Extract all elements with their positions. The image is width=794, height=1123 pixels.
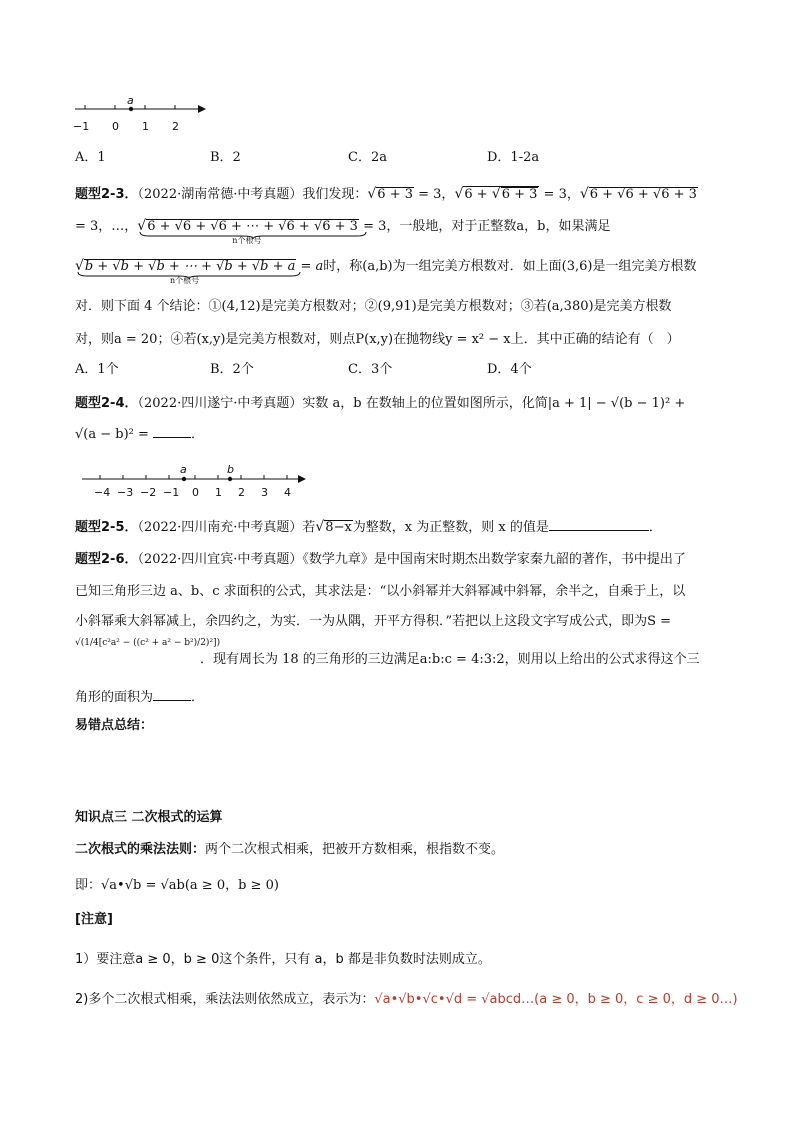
number-line-q24 <box>80 462 310 502</box>
svg-text:a: a <box>180 463 187 476</box>
q25-line: 题型2-5．（2022·四川南充·中考真题）若√8−x为整数，x 为正整数，则 x 的值是 ． <box>75 519 662 535</box>
rule-formula: 即：√a•√b = √ab(a ≥ 0，b ≥ 0) <box>75 878 279 893</box>
underbrace-label: n个根号 <box>170 276 200 285</box>
svg-text:b: b <box>227 463 234 476</box>
note-1: 1）要注意a ≥ 0，b ≥ 0这个条件，只有 a，b 都是非负数时法则成立。 <box>75 952 491 967</box>
option-c[interactable]: C．2a <box>348 150 387 165</box>
underbrace-label: n个根号 <box>232 236 262 245</box>
option-a[interactable]: A．1个 <box>75 362 119 377</box>
q24-line2: √(a − b)² = ． <box>75 427 205 442</box>
number-line-top <box>70 92 210 138</box>
answer-blank[interactable] <box>153 688 191 701</box>
svg-text:−4: −4 <box>94 486 111 499</box>
rule-line: 二次根式的乘法法则：两个二次根式相乘，把被开方数相乘，根指数不变。 <box>75 842 505 857</box>
svg-text:4: 4 <box>284 486 291 499</box>
question-tag: 题型2-4． <box>75 396 138 411</box>
svg-text:3: 3 <box>261 486 268 499</box>
q23-line1: 题型2-3．（2022·湖南常德·中考真题）我们发现：√6 + 3 = 3，√6 + √6 + 3 = 3，√6 + √6 + √6 + 3 <box>75 186 697 202</box>
q23-line5: 对，则a = 20；④若(x,y)是完美方根数对，则点P(x,y)在抛物线y = x² − x上．其中正确的结论有（ ） <box>75 332 680 347</box>
tick-label: 2 <box>172 120 179 133</box>
option-d[interactable]: D．4个 <box>487 362 532 377</box>
point-b <box>228 477 232 481</box>
q23-line2: = 3，…，√6 + √6 + √6 + ⋯ + √6 + √6 + 3 n个根号 = 3，一般地，对于正整数a，b，如果满足 <box>75 218 610 235</box>
label-a: a <box>127 94 134 107</box>
option-b[interactable]: B．2个 <box>210 362 254 377</box>
q23-line3: √b + √b + √b + ⋯ + √b + √b + a n个根号 = a时，称(a,b)为一组完美方根数对．如上面(3,6)是一组完美方根数 <box>75 258 696 275</box>
svg-text:0: 0 <box>192 486 199 499</box>
answer-blank[interactable] <box>549 518 649 531</box>
tick-label: 0 <box>112 120 119 133</box>
heron-formula: √(1/4[c²a² − ((c² + a² − b²)/2)²]) <box>75 638 221 648</box>
question-source: （2022·四川遂宁·中考真题） <box>137 396 303 411</box>
tick-label: 1 <box>142 120 149 133</box>
note-heading: [注意] <box>75 912 113 927</box>
q23-line4: 对．则下面 4 个结论：①(4,12)是完美方根数对；②(9,91)是完美方根数对；③若(a,380)是完美方根数 <box>75 299 672 314</box>
note-2: 2)多个二次根式相乘，乘法法则依然成立，表示为：√a•√b•√c•√d = √abcd…(a ≥ 0，b ≥ 0，c ≥ 0，d ≥ 0…) <box>75 992 738 1007</box>
question-tag: 题型2-5． <box>75 520 138 535</box>
multi-radical-formula: √a•√b•√c•√d = √abcd…(a ≥ 0，b ≥ 0，c ≥ 0，d ≥ 0…) <box>374 992 738 1007</box>
answer-blank[interactable] <box>153 425 191 438</box>
option-c[interactable]: C．3个 <box>348 362 393 377</box>
q24-line1: 题型2-4．（2022·四川遂宁·中考真题）实数 a，b 在数轴上的位置如图所示，化简|a + 1| − √(b − 1)² + <box>75 396 686 411</box>
svg-text:−1: −1 <box>163 486 180 499</box>
question-source: （2022·四川宜宾·中考真题） <box>137 552 303 567</box>
q26-line2: 已知三角形三边 a、b、c 求面积的公式，其求法是：“以小斜幂并大斜幂减中斜幂，余半之，自乘于上，以 <box>75 584 686 599</box>
question-source: （2022·四川南充·中考真题） <box>137 520 303 535</box>
svg-text:−3: −3 <box>117 486 134 499</box>
question-tag: 题型2-3． <box>75 187 138 202</box>
svg-text:1: 1 <box>215 486 222 499</box>
option-a[interactable]: A．1 <box>75 150 106 165</box>
q26-line3: 小斜幂乘大斜幂减上，余四约之，为实．一为从隅，开平方得积．”若把以上这段文字写成公式，即为S = <box>75 614 672 629</box>
section-title: 知识点三 二次根式的运算 <box>75 810 223 825</box>
point-a <box>182 477 186 481</box>
question-tag: 题型2-6． <box>75 552 138 567</box>
tick-label: −1 <box>73 120 90 133</box>
svg-text:2: 2 <box>238 486 245 499</box>
q26-line5: 角形的面积为 ． <box>75 690 205 705</box>
point-a <box>129 107 133 111</box>
option-d[interactable]: D．1-2a <box>487 150 540 165</box>
q26-line4: ．现有周长为 18 的三角形的三边满足a:b:c = 4:3:2，则用以上给出的公式求得这个三 <box>200 652 700 667</box>
question-source: （2022·湖南常德·中考真题） <box>137 187 303 202</box>
error-summary-heading: 易错点总结： <box>75 718 154 733</box>
option-b[interactable]: B．2 <box>210 150 241 165</box>
q26-line1: 题型2-6．（2022·四川宜宾·中考真题）《数学九章》是中国南宋时期杰出数学家秦九韶的著作，书中提出了 <box>75 552 686 567</box>
svg-text:−2: −2 <box>140 486 157 499</box>
